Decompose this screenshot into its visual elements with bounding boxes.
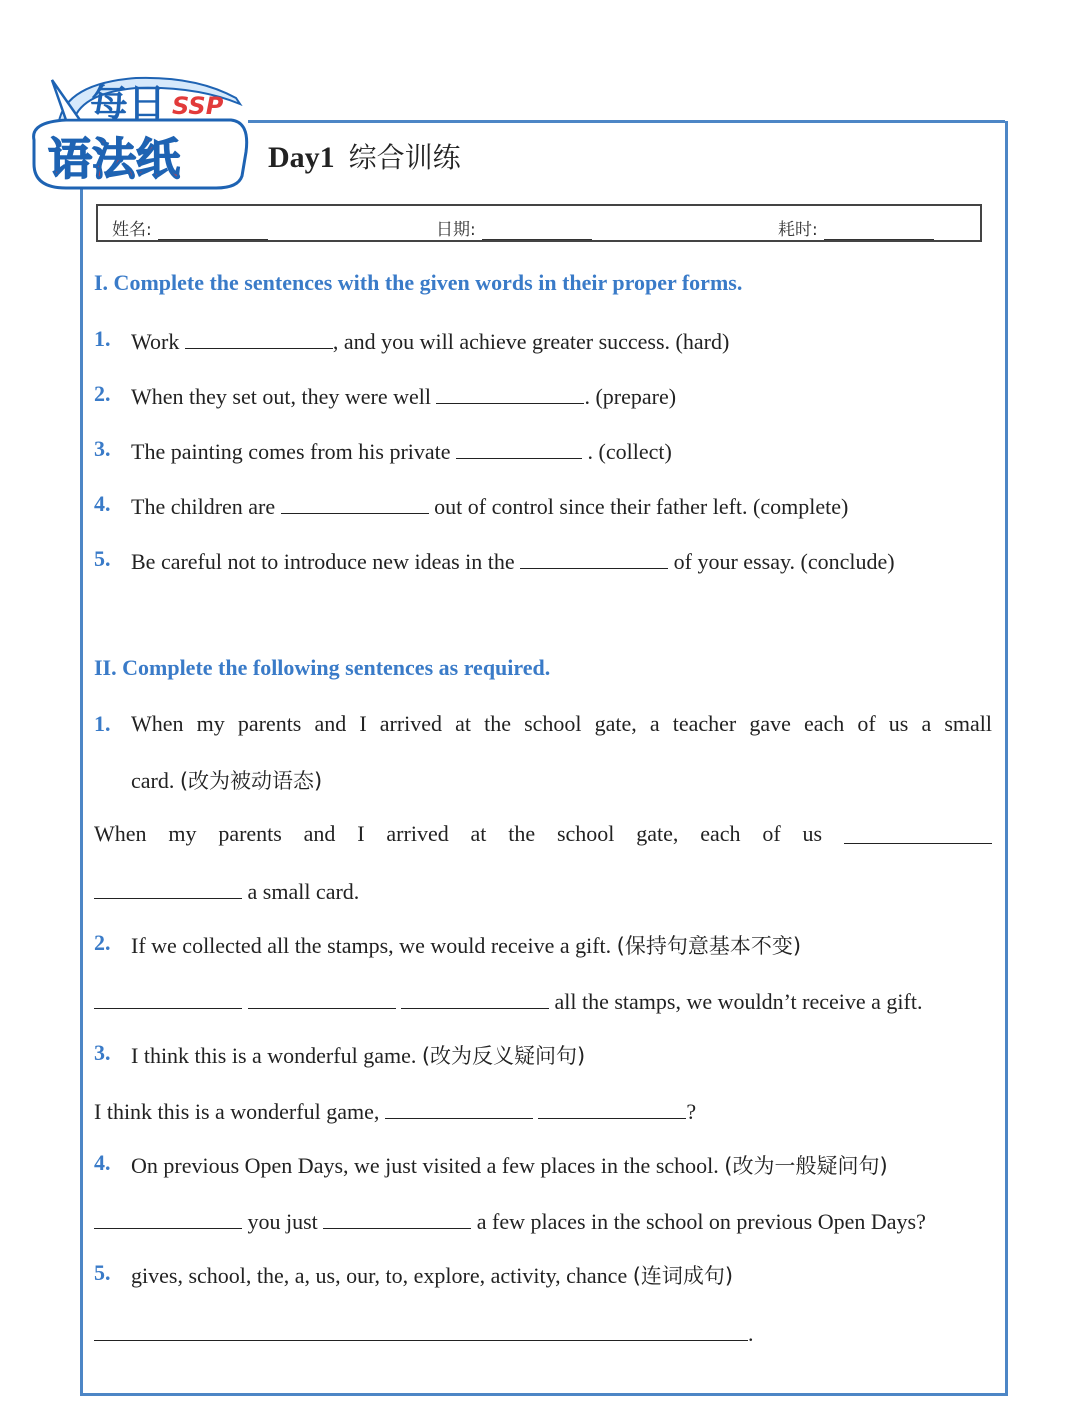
- brand-logo: [26, 64, 256, 204]
- s2-q1-question-word: a: [921, 711, 932, 736]
- s2-q2-ans-text: all the stamps, we wouldn’t receive a gift.: [549, 989, 923, 1014]
- s2-q1-question-word: When: [131, 711, 184, 736]
- s1-q1-blank[interactable]: [185, 326, 333, 349]
- page-frame-top: [248, 120, 1005, 123]
- s2-q1-answer-word: and: [303, 821, 336, 846]
- s1-q5-after: of your essay. (conclude): [668, 549, 895, 574]
- s1-q5-number: 5.: [94, 546, 111, 571]
- s2-q1-answer-line2: [94, 876, 359, 905]
- s2-q4-number: 4.: [94, 1150, 111, 1175]
- s2-q1-question-word: parents: [237, 711, 302, 736]
- s2-q1-answer-word: the: [508, 821, 536, 846]
- s2-q1-question-word: a: [649, 711, 660, 736]
- s2-q4-ans-after: a few places in the school on previous Open Days?: [471, 1209, 926, 1234]
- s1-q1-number: 1.: [94, 326, 111, 351]
- s1-q3-before: The painting comes from his private: [131, 439, 457, 464]
- s1-q1-before: Work: [131, 329, 185, 354]
- date-field[interactable]: [436, 215, 592, 240]
- s2-q2-text: If we collected all the stamps, we would receive a gift.: [131, 933, 617, 958]
- time-blank[interactable]: [824, 221, 934, 240]
- s2-q1-answer-word: gate,: [636, 821, 679, 846]
- student-info-box: [96, 204, 982, 242]
- s2-q1-continuation: [131, 765, 322, 795]
- section2-title: II. Complete the following sentences as required.: [94, 655, 551, 680]
- s2-q2-blank1[interactable]: [94, 986, 242, 1009]
- s1-q2-after: . (prepare): [584, 384, 677, 409]
- s2-q1-question-word: gate,: [594, 711, 637, 736]
- s1-q2: [131, 381, 676, 410]
- s2-q5-answer: [94, 1318, 754, 1347]
- s2-q1-question-word: gave: [749, 711, 791, 736]
- s1-q3-after: . (collect): [582, 439, 672, 464]
- date-label: 日期:: [436, 220, 476, 240]
- s1-q4-blank[interactable]: [281, 491, 429, 514]
- s2-q2-number: 2.: [94, 930, 111, 955]
- s2-q1-question-word: of: [857, 711, 876, 736]
- s2-q3-ans-after: ?: [686, 1099, 697, 1124]
- logo-title-text: 每日: [90, 81, 167, 125]
- s2-q1-question-word: teacher: [672, 711, 737, 736]
- s2-q3-text: I think this is a wonderful game.: [131, 1043, 422, 1068]
- s1-q1-after: , and you will achieve greater success. (hard): [332, 329, 730, 354]
- date-blank[interactable]: [482, 221, 592, 240]
- s2-q3-instruction: (改为反义疑问句): [421, 1044, 586, 1068]
- s2-q1-instruction: (改为被动语态): [179, 769, 323, 793]
- s2-q2-blank3[interactable]: [401, 986, 549, 1009]
- s2-q1-answer-word: school: [556, 821, 615, 846]
- name-blank[interactable]: [158, 221, 268, 240]
- s2-q3-blank1[interactable]: [385, 1096, 533, 1119]
- s2-q3-number: 3.: [94, 1040, 111, 1065]
- s1-q4: [131, 491, 848, 520]
- s2-q1-question-word: the: [484, 711, 512, 736]
- logo-main-text: 语法纸: [48, 134, 180, 185]
- s2-q1-answer-word: I: [357, 821, 365, 846]
- s2-q1-question-word: each: [803, 711, 845, 736]
- s2-q1-question-word: school: [524, 711, 582, 736]
- page-title: [268, 136, 461, 176]
- s2-q1-ans-text: a small card.: [242, 879, 360, 904]
- s1-q4-after: out of control since their father left. (complete): [428, 494, 849, 519]
- s2-q3-blank2[interactable]: [538, 1096, 686, 1119]
- s2-q4-question: [131, 1150, 888, 1180]
- s2-q3-ans-before: I think this is a wonderful game,: [94, 1099, 385, 1124]
- s1-q2-number: 2.: [94, 381, 111, 406]
- s2-q1-question-word: I: [359, 711, 367, 736]
- s2-q1-answer-word: When: [94, 821, 147, 846]
- name-field[interactable]: [112, 215, 268, 240]
- s1-q3-blank[interactable]: [456, 436, 582, 459]
- page-frame: [80, 121, 1008, 1396]
- s2-q1-answer-word: us: [802, 821, 823, 846]
- s2-q1-answer-blank1[interactable]: [844, 821, 992, 844]
- s2-q1-answer-word: arrived: [386, 821, 449, 846]
- s2-q1-question-word: small: [944, 711, 992, 736]
- s2-q4-answer: [94, 1206, 926, 1235]
- s2-q2-question: [131, 930, 801, 960]
- s2-q3-answer: [94, 1096, 696, 1125]
- s1-q4-before: The children are: [131, 494, 281, 519]
- s1-q3: [131, 436, 672, 465]
- s2-q3-question: [131, 1040, 585, 1070]
- s2-q4-blank1[interactable]: [94, 1206, 242, 1229]
- s1-q5-blank[interactable]: [520, 546, 668, 569]
- time-field[interactable]: [778, 215, 934, 240]
- s2-q5-question: [131, 1260, 733, 1290]
- s2-q1-answer-word: of: [762, 821, 781, 846]
- s2-q4-ans-mid: you just: [242, 1209, 324, 1234]
- s2-q1-question-word: and: [314, 711, 347, 736]
- s2-q1-cont-text: card.: [131, 768, 180, 793]
- s1-q2-blank[interactable]: [436, 381, 584, 404]
- time-label: 耗时:: [778, 220, 818, 240]
- s2-q1-question-word: my: [196, 711, 225, 736]
- s2-q1-question: [131, 711, 992, 737]
- s2-q1-number: 1.: [94, 711, 111, 736]
- s2-q2-answer: [94, 986, 922, 1015]
- name-label: 姓名:: [112, 220, 152, 240]
- s2-q4-text: On previous Open Days, we just visited a few places in the school.: [131, 1153, 725, 1178]
- s2-q1-question-word: at: [455, 711, 472, 736]
- s2-q1-answer-word: my: [168, 821, 197, 846]
- s1-q3-number: 3.: [94, 436, 111, 461]
- s2-q4-instruction: (改为一般疑问句): [724, 1154, 888, 1178]
- s2-q1-blank2[interactable]: [94, 876, 242, 899]
- s2-q1-answer-word: each: [700, 821, 741, 846]
- subtitle-label: 综合训练: [348, 141, 461, 174]
- s2-q2-instruction: (保持句意基本不变): [616, 934, 802, 958]
- s1-q4-number: 4.: [94, 491, 111, 516]
- s1-q1: [131, 326, 729, 355]
- s1-q5: [131, 546, 895, 575]
- s2-q5-number: 5.: [94, 1260, 111, 1285]
- s2-q5-ans-after: .: [748, 1321, 754, 1346]
- s2-q1-answer-word: parents: [218, 821, 282, 846]
- s2-q5-text: gives, school, the, a, us, our, to, explore, activity, chance: [131, 1263, 633, 1288]
- s2-q1-answer-line1: [94, 821, 992, 847]
- s2-q4-blank2[interactable]: [323, 1206, 471, 1229]
- s1-q5-before: Be careful not to introduce new ideas in the: [131, 549, 521, 574]
- s2-q1-question-word: arrived: [379, 711, 443, 736]
- s2-q5-blank[interactable]: [94, 1318, 748, 1341]
- day-label: Day1: [268, 141, 335, 174]
- section1-title: I. Complete the sentences with the given words in their proper forms.: [94, 270, 743, 295]
- s2-q1-question-word: us: [888, 711, 909, 736]
- logo-tag-text: SSP: [172, 92, 224, 120]
- s2-q2-blank2[interactable]: [248, 986, 396, 1009]
- s2-q5-instruction: (连词成句): [632, 1264, 734, 1288]
- s1-q2-before: When they set out, they were well: [131, 384, 437, 409]
- s2-q1-answer-word: at: [470, 821, 487, 846]
